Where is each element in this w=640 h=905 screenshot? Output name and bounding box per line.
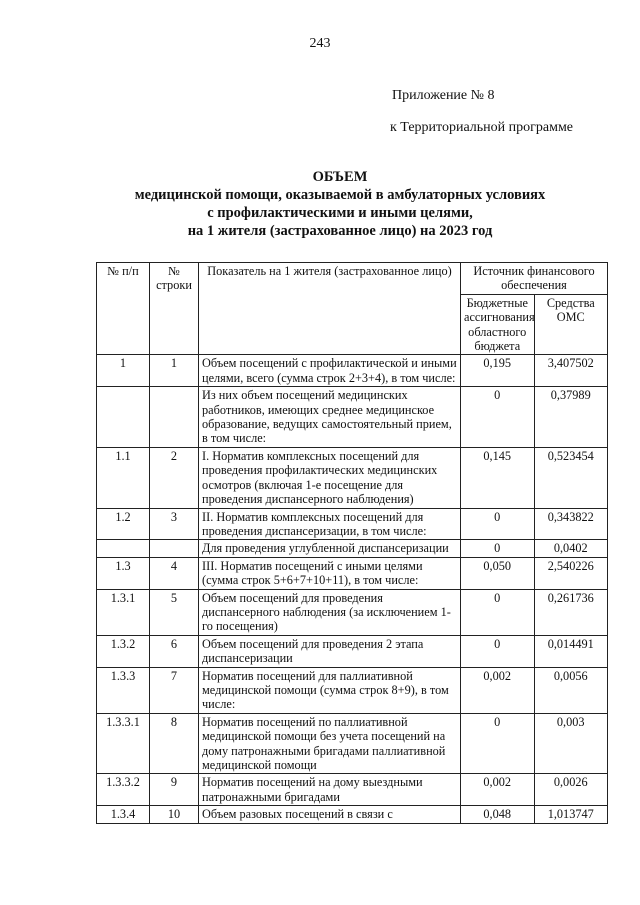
header-budget: Бюджетные ассигнования областного бюджета xyxy=(461,294,535,355)
page-number: 243 xyxy=(309,36,331,51)
row-indicator-cell: I. Норматив комплексных посещений для проведения профилактических медицинских осмотров (включая 1-е посещение для проведения диспансерного наблюдения) xyxy=(199,447,461,508)
row-oms-cell: 0,37989 xyxy=(534,387,608,448)
row-indicator-cell: Норматив посещений для паллиативной медицинской помощи (сумма строк 8+9), в том числе: xyxy=(199,667,461,713)
row-budget-cell: 0 xyxy=(461,540,535,557)
row-budget-cell: 0,002 xyxy=(461,774,535,806)
row-oms-cell: 1,013747 xyxy=(534,806,608,823)
row-num-cell: 1.3.4 xyxy=(97,806,150,823)
row-indicator-cell: Объем разовых посещений в связи с xyxy=(199,806,461,823)
table-row xyxy=(97,557,608,589)
row-num-cell: 1.2 xyxy=(97,508,150,540)
row-budget-cell: 0 xyxy=(461,713,535,774)
row-num-cell: 1.3.1 xyxy=(97,589,150,635)
table-body xyxy=(97,355,608,823)
table-header xyxy=(97,263,608,355)
row-line-cell: 2 xyxy=(150,447,199,508)
row-line-cell xyxy=(150,387,199,448)
document-title-line-3: с профилактическими и иными целями, xyxy=(207,205,473,221)
table-row xyxy=(97,667,608,713)
row-num-cell: 1.1 xyxy=(97,447,150,508)
row-line-cell: 4 xyxy=(150,557,199,589)
row-oms-cell: 3,407502 xyxy=(534,355,608,387)
row-oms-cell: 0,003 xyxy=(534,713,608,774)
row-oms-cell: 0,014491 xyxy=(534,635,608,667)
row-budget-cell: 0,002 xyxy=(461,667,535,713)
row-indicator-cell: Норматив посещений на дому выездными патронажными бригадами xyxy=(199,774,461,806)
document-title-line-1: ОБЪЕМ xyxy=(312,169,368,185)
row-line-cell: 8 xyxy=(150,713,199,774)
document-title-line-4: на 1 жителя (застрахованное лицо) на 2023 год xyxy=(187,223,493,239)
row-budget-cell: 0,195 xyxy=(461,355,535,387)
table-row xyxy=(97,387,608,448)
table-row xyxy=(97,447,608,508)
row-num-cell: 1.3.3 xyxy=(97,667,150,713)
row-line-cell: 6 xyxy=(150,635,199,667)
row-oms-cell: 0,523454 xyxy=(534,447,608,508)
row-budget-cell: 0,145 xyxy=(461,447,535,508)
row-line-cell: 7 xyxy=(150,667,199,713)
row-indicator-cell: Из них объем посещений медицинских работников, имеющих среднее медицинское образование, ведущих самостоятельный прием, в том числе: xyxy=(199,387,461,448)
row-line-cell: 1 xyxy=(150,355,199,387)
row-budget-cell: 0,050 xyxy=(461,557,535,589)
table-row xyxy=(97,355,608,387)
row-indicator-cell: Норматив посещений по паллиативной медицинской помощи без учета посещений на дому патронажными бригадами паллиативной медицинской помощи xyxy=(199,713,461,774)
row-indicator-cell: Объем посещений для проведения 2 этапа диспансеризации xyxy=(199,635,461,667)
row-budget-cell: 0 xyxy=(461,387,535,448)
row-line-cell: 5 xyxy=(150,589,199,635)
row-num-cell xyxy=(97,540,150,557)
document-title xyxy=(0,168,640,240)
table-row xyxy=(97,589,608,635)
table-row xyxy=(97,713,608,774)
header-num: № п/п xyxy=(97,263,150,355)
row-oms-cell: 0,343822 xyxy=(534,508,608,540)
row-indicator-cell: Объем посещений с профилактической и иными целями, всего (сумма строк 2+3+4), в том числе: xyxy=(199,355,461,387)
row-budget-cell: 0 xyxy=(461,635,535,667)
row-oms-cell: 0,0056 xyxy=(534,667,608,713)
row-num-cell: 1.3.3.2 xyxy=(97,774,150,806)
row-line-cell: 9 xyxy=(150,774,199,806)
row-indicator-cell: Объем посещений для проведения диспансерного наблюдения (за исключением 1-го посещения) xyxy=(199,589,461,635)
row-line-cell: 3 xyxy=(150,508,199,540)
row-indicator-cell: Для проведения углубленной диспансеризации xyxy=(199,540,461,557)
row-budget-cell: 0,048 xyxy=(461,806,535,823)
row-num-cell xyxy=(97,387,150,448)
row-oms-cell: 0,261736 xyxy=(534,589,608,635)
row-indicator-cell: III. Норматив посещений с иными целями (сумма строк 5+6+7+10+11), в том числе: xyxy=(199,557,461,589)
row-num-cell: 1.3.2 xyxy=(97,635,150,667)
volume-table xyxy=(96,262,608,824)
header-source: Источник финансового обеспечения xyxy=(461,263,608,295)
row-oms-cell: 0,0402 xyxy=(534,540,608,557)
row-indicator-cell: II. Норматив комплексных посещений для проведения диспансеризации, в том числе: xyxy=(199,508,461,540)
row-budget-cell: 0 xyxy=(461,589,535,635)
header-line: № строки xyxy=(150,263,199,355)
row-num-cell: 1 xyxy=(97,355,150,387)
row-num-cell: 1.3.3.1 xyxy=(97,713,150,774)
table-row xyxy=(97,635,608,667)
row-oms-cell: 2,540226 xyxy=(534,557,608,589)
header-indicator: Показатель на 1 жителя (застрахованное лицо) xyxy=(199,263,461,355)
row-line-cell: 10 xyxy=(150,806,199,823)
document-title-line-2: медицинской помощи, оказываемой в амбулаторных условиях xyxy=(134,187,546,203)
table-row xyxy=(97,806,608,823)
appendix-title: Приложение № 8 xyxy=(392,88,495,103)
row-line-cell xyxy=(150,540,199,557)
header-oms: Средства ОМС xyxy=(534,294,608,355)
table-row xyxy=(97,540,608,557)
appendix-subtitle: к Территориальной программе xyxy=(390,120,574,135)
row-budget-cell: 0 xyxy=(461,508,535,540)
row-num-cell: 1.3 xyxy=(97,557,150,589)
row-oms-cell: 0,0026 xyxy=(534,774,608,806)
table-row xyxy=(97,774,608,806)
table-row xyxy=(97,508,608,540)
